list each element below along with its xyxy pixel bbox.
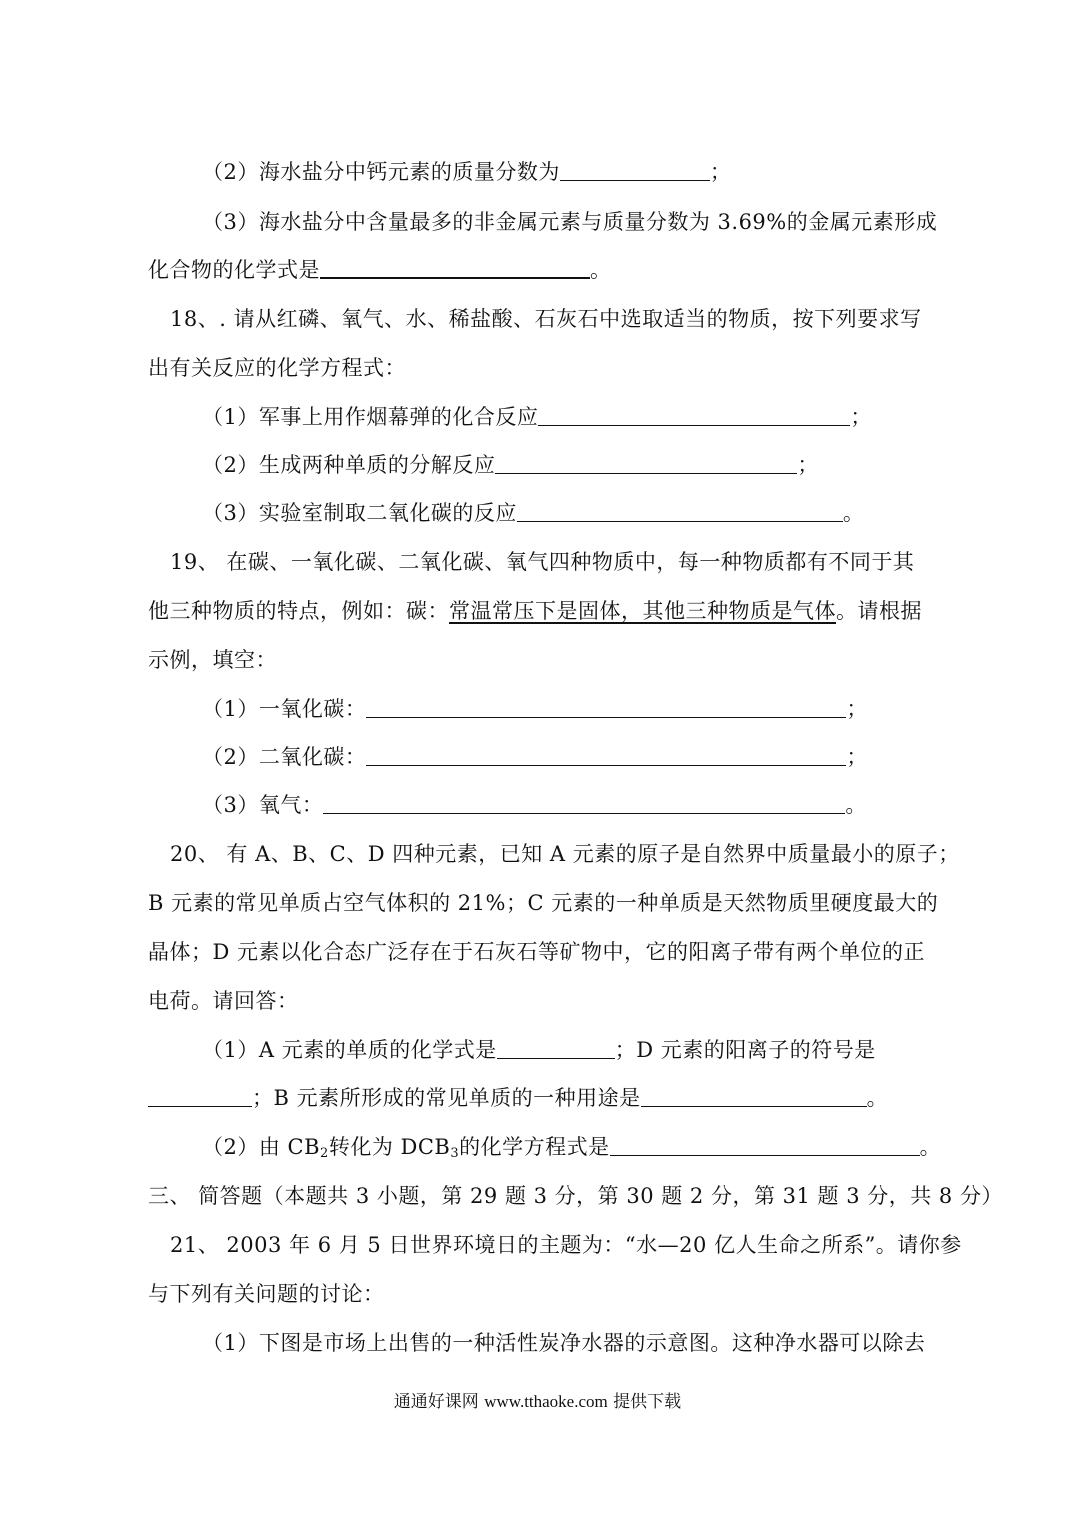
answer-blank[interactable] — [148, 1086, 252, 1107]
q20-part2-text-c: 的化学方程式是 — [459, 1135, 610, 1159]
answer-blank[interactable] — [610, 1135, 920, 1156]
answer-blank[interactable] — [641, 1086, 867, 1107]
punctuation: ； — [797, 453, 819, 477]
footer-url-link[interactable]: www.tthaoke.com — [484, 1392, 608, 1411]
punctuation: 。 — [842, 501, 865, 525]
q20-part1-text-b: ；D 元素的阳离子的符号是 — [614, 1038, 876, 1062]
q17-part3-text: 化合物的化学式是 — [148, 258, 320, 282]
answer-blank[interactable] — [497, 1038, 615, 1059]
q18-item-1-text: （1）军事上用作烟幕弹的化合反应 — [202, 405, 539, 429]
q18-stem-line1: 18、. 请从红磷、氧气、水、稀盐酸、石灰石中选取适当的物质，按下列要求写 — [170, 307, 922, 331]
q18-item-2-text: （2）生成两种单质的分解反应 — [202, 453, 496, 477]
q17-part3-line1: （3）海水盐分中含量最多的非金属元素与质量分数为 3.69%的金属元素形成 — [202, 210, 938, 234]
q17-part2 — [202, 158, 731, 186]
q19-item-1-text: （1）一氧化碳： — [202, 697, 367, 721]
punctuation: 。 — [866, 1086, 889, 1110]
punctuation: ； — [709, 160, 732, 184]
q19-item-3 — [202, 791, 867, 819]
q19-stem-line1: 19、 在碳、一氧化碳、二氧化碳、氧气四种物质中，每一种物质都有不同于其 — [170, 550, 915, 574]
q19-line2-post: 。请根据 — [836, 599, 922, 623]
punctuation: ； — [846, 745, 868, 769]
answer-blank[interactable] — [366, 745, 846, 766]
q17-part3-line2 — [148, 256, 612, 284]
q21-stem-line2: 与下列有关问题的讨论： — [148, 1282, 385, 1306]
q17-part2-text: （2）海水盐分中钙元素的质量分数为 — [202, 160, 560, 184]
subscript: 2 — [320, 1146, 329, 1161]
q19-item-1 — [202, 695, 868, 723]
q18-item-1 — [202, 403, 872, 431]
answer-blank[interactable] — [538, 405, 850, 426]
q19-stem-line3: 示例，填空： — [148, 648, 277, 672]
q19-stem-line2 — [148, 597, 922, 625]
q19-item-3-text: （3）氧气： — [202, 793, 324, 817]
q19-line2-pre: 他三种物质的特点，例如：碳： — [148, 599, 449, 623]
q20-part2-text-a: （2）由 CB — [202, 1135, 321, 1159]
answer-blank[interactable] — [320, 257, 590, 279]
answer-blank[interactable] — [323, 793, 845, 814]
q20-part1-line1 — [202, 1036, 876, 1064]
footer-download-text: 提供下载 — [613, 1392, 682, 1412]
q20-stem-line1: 20、 有 A、B、C、D 四种元素，已知 A 元素的原子是自然界中质量最小的原子； — [170, 842, 960, 866]
q18-item-3 — [202, 499, 864, 527]
footer-site-name: 通通好课网 — [393, 1392, 479, 1412]
q20-part1-text-c: ；B 元素所形成的常见单质的一种用途是 — [252, 1086, 641, 1110]
q20-stem-line2: B 元素的常见单质占空气体积的 21%；C 元素的一种单质是天然物质里硬度最大的 — [148, 891, 939, 915]
q20-stem-line4: 电荷。请回答： — [148, 989, 299, 1013]
punctuation: ； — [850, 405, 872, 429]
q20-stem-line3: 晶体；D 元素以化合态广泛存在于石灰石等矿物中，它的阳离子带有两个单位的正 — [148, 940, 926, 964]
q18-stem-line2: 出有关反应的化学方程式： — [148, 356, 406, 380]
q18-item-2 — [202, 451, 819, 479]
page-footer — [0, 1390, 1075, 1414]
q18-item-3-text: （3）实验室制取二氧化碳的反应 — [202, 501, 517, 525]
punctuation: 。 — [590, 258, 612, 282]
q19-item-2 — [202, 743, 868, 771]
answer-blank[interactable] — [517, 501, 843, 522]
section-3-title: 三、 简答题（本题共 3 小题，第 29 题 3 分，第 30 题 2 分，第 31 题 3 分，共 8 分） — [148, 1184, 1003, 1208]
q20-part2 — [202, 1133, 941, 1161]
q21-part1-line1: （1）下图是市场上出售的一种活性炭净水器的示意图。这种净水器可以除去 — [202, 1331, 926, 1355]
answer-blank[interactable] — [366, 697, 846, 718]
q19-item-2-text: （2）二氧化碳： — [202, 745, 367, 769]
answer-blank[interactable] — [560, 160, 710, 181]
punctuation: ； — [846, 697, 868, 721]
q20-part1-text-a: （1）A 元素的单质的化学式是 — [202, 1038, 497, 1062]
q20-part2-text-b: 转化为 DCB — [328, 1135, 451, 1159]
punctuation: 。 — [919, 1135, 942, 1159]
q20-part1-line2 — [148, 1084, 888, 1112]
answer-blank[interactable] — [495, 453, 797, 474]
q19-example-underlined: 常温常压下是固体，其他三种物质是气体 — [449, 599, 836, 623]
q21-stem-line1: 21、 2003 年 6 月 5 日世界环境日的主题为：“水—20 亿人生命之所系”。请你参 — [170, 1233, 962, 1257]
subscript: 3 — [450, 1146, 460, 1161]
punctuation: 。 — [845, 793, 867, 817]
